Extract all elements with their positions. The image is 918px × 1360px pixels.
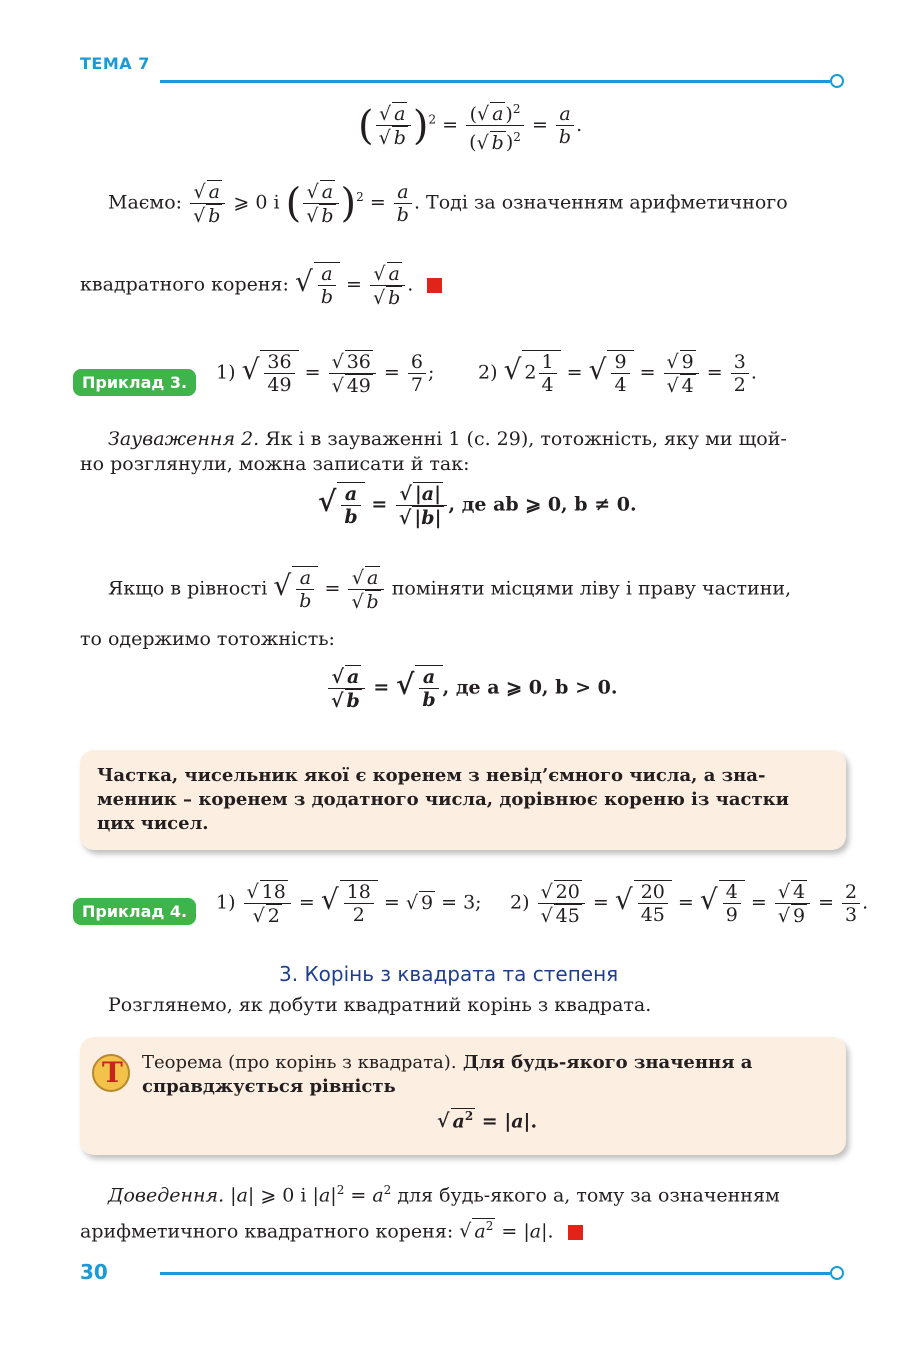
remark2-line2: но розглянули, можна записати й так: xyxy=(80,453,470,475)
para2-start: Якщо в рівності xyxy=(108,577,268,600)
example4-part1-label: 1) xyxy=(216,891,236,914)
remark2-cond: , де ab ⩾ 0, b ≠ 0. xyxy=(448,493,637,516)
example4-part2-label: 2) xyxy=(510,891,530,914)
theorem-icon-letter: Т xyxy=(102,1056,123,1089)
para2-cond: , де a ⩾ 0, b > 0. xyxy=(442,676,618,699)
example3-part1-label: 1) xyxy=(216,361,236,384)
example3-part1: 1) √ $\frac{36}{49}$ = √ 36 √ 49 = $\frac{6}{7}$ ; xyxy=(216,350,434,397)
para1-line1: Маємо: √ a √ b ⩾ 0 і ( √ a √ b )$^2$ = $\frac{a}{b}$ . Тоді за означенням арифметичного xyxy=(108,180,788,227)
para1-ge: ⩾ 0 і xyxy=(233,191,280,214)
header-circle xyxy=(830,74,844,88)
example3-part2-label: 2) xyxy=(478,361,498,384)
example4-part1: 1) √ 18 √ 2 = √ $\frac{18}{2}$ = √ 9 = 3; xyxy=(216,880,482,927)
formula-top: ( √ a √ b )$^2$ = $\frac{(√ a )^2}{(√ b )^2}$ = $\frac{a}{b}$ . xyxy=(358,98,582,154)
para1-line2-text: квадратного кореня: xyxy=(80,273,289,296)
para2-end: поміняти місцями ліву і праву частини, xyxy=(391,577,792,600)
footer-rule xyxy=(160,1272,830,1275)
header-rule xyxy=(160,80,830,83)
rule-line3: цих чисел. xyxy=(97,813,209,834)
example3-part2: 2) √ 2 $\frac{1}{4}$ = √ $\frac{9}{4}$ = √ 9 √ 4 = $\frac{3}{2}$ . xyxy=(478,350,757,397)
para1-tail: . Тоді за означенням арифметичного xyxy=(413,191,788,214)
para1-lead: Маємо: xyxy=(108,191,183,214)
page-number: 30 xyxy=(80,1260,108,1284)
proof-title: Доведення. xyxy=(108,1184,225,1207)
proof-text2: арифметичного квадратного кореня: xyxy=(80,1220,454,1243)
theorem-line1 xyxy=(142,1051,752,1075)
rule-line2: менник – коренем з додатного числа, дорівнює кореню із частки xyxy=(97,789,789,810)
end-proof-square xyxy=(427,278,442,293)
para2-line2: то одержимо тотожність: xyxy=(80,628,335,650)
para2-line1: Якщо в рівності √ $\frac{a}{b}$ = √ a √ b поміняти місцями ліву і праву частини, xyxy=(108,566,791,613)
remark2-line1 xyxy=(108,427,787,451)
remark2-title: Зауваження 2. xyxy=(108,428,260,450)
section3-intro: Розглянемо, як добути квадратний корінь з квадрата. xyxy=(108,994,652,1016)
proof-text1: для будь-якого a, тому за означенням xyxy=(397,1184,780,1207)
proof-line1: Доведення. |a| ⩾ 0 і $|a|^2 = a^2$ для будь-якого a, тому за означенням xyxy=(108,1183,780,1207)
theorem-formula: √ $a^2 = |a|$. xyxy=(437,1108,537,1132)
theorem-line2: справджується рівність xyxy=(142,1076,396,1097)
remark2-formula: √ $\frac{a}{b}$ = √ |a| √ |b| , де ab ⩾ 0, b ≠ 0. xyxy=(318,482,637,529)
remark2-text1: Як і в зауваженні 1 (с. 29), тотожність, яку ми щой- xyxy=(259,428,787,450)
example4-badge: Приклад 4. xyxy=(73,898,196,925)
end-proof-square-2 xyxy=(568,1225,583,1240)
footer-circle xyxy=(830,1266,844,1280)
section-label: ТЕМА 7 xyxy=(80,54,150,73)
example4-part2: 2) √ 20 √ 45 = √ $\frac{20}{45}$ = √ $\frac{4}{9}$ = √ 4 √ 9 = $\frac{2}{3}$ . xyxy=(510,880,868,927)
example3-badge: Приклад 3. xyxy=(73,369,196,396)
para2-formula: √ a √ b = √ $\frac{a}{b}$ , де a ⩾ 0, b > 0. xyxy=(326,665,617,712)
theorem-head: Теорема (про корінь з квадрата). xyxy=(142,1052,457,1073)
section3-title: 3. Корінь з квадрата та степеня xyxy=(279,962,619,986)
proof-line2: арифметичного квадратного кореня: √ $a^2 = |a|$. xyxy=(80,1218,583,1242)
rule-line1: Частка, чисельник якої є коренем з невід’ємного числа, а зна- xyxy=(97,765,766,786)
para1-line2: квадратного кореня: √ $\frac{a}{b}$ = √ a √ b . xyxy=(80,262,442,309)
theorem-text1: Для будь-якого значення a xyxy=(456,1052,753,1073)
theorem-icon xyxy=(92,1054,130,1092)
